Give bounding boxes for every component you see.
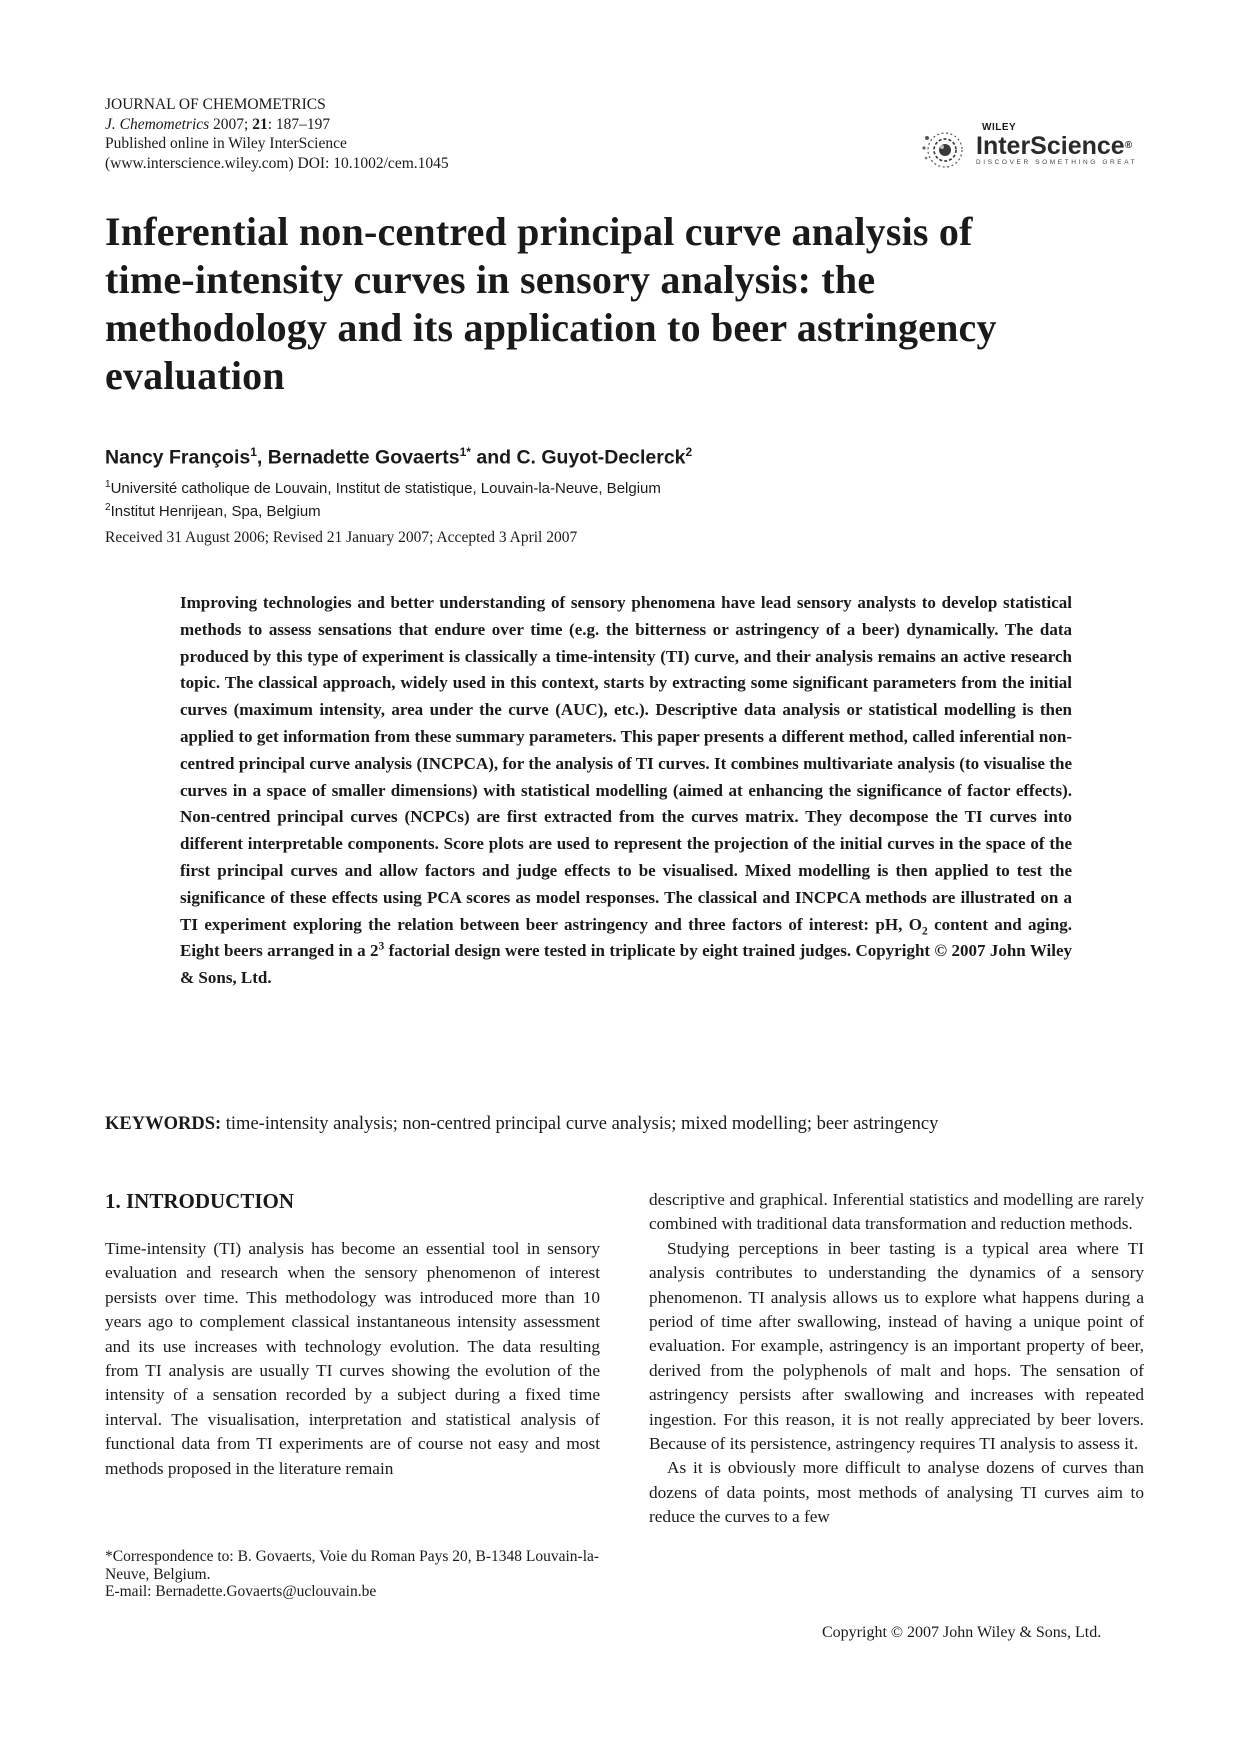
section-heading: 1. INTRODUCTION: [105, 1189, 295, 1213]
abstract-part-2: content and aging. Eight beers arranged in a 2: [180, 914, 1072, 961]
doi-line: (www.interscience.wiley.com) DOI: 10.1002/cem.1045: [105, 154, 449, 172]
abstract: [180, 590, 1072, 992]
keywords-text: time-intensity analysis; non-centred principal curve analysis; mixed modelling; beer astringency: [221, 1114, 939, 1134]
correspondence-footnote: [105, 1548, 605, 1601]
citation-year: 2007;: [209, 115, 253, 133]
author-3: C. Guyot-Declerck: [516, 446, 686, 469]
citation-line: [105, 115, 449, 135]
keywords-label: KEYWORDS:: [105, 1114, 222, 1134]
intro-left-paragraph: Time-intensity (TI) analysis has become an essential tool in sensory evaluation and research when the sensory phenomenon of interest persists over time. This methodology was introduced more than 10 years ago to complement classical instantaneous intensity assessment and its use increases with technology evolution. The data resulting from TI analysis are usually TI curves showing the evolution of the intensity of a sensation recorded by a subject during a fixed time interval. The visualisation, interpretation and statistical analysis of functional data from TI experiments are of course not easy and most methods proposed in the literature remain: [105, 1239, 600, 1478]
author-list: [105, 440, 692, 470]
logo-name-text: InterScience: [976, 132, 1125, 160]
affiliation-2: [105, 498, 661, 521]
citation-volume: 21: [252, 115, 268, 133]
author-3-sup: 2: [685, 445, 693, 459]
author-2: Bernadette Govaerts: [267, 446, 460, 469]
intro-right-paragraph-1: descriptive and graphical. Inferential statistics and modelling are rarely combined with traditional data transformation and reduction methods.: [649, 1190, 1144, 1234]
author-separator: and: [470, 446, 517, 469]
logo-wiley: WILEY: [982, 122, 1017, 133]
keywords: [105, 1112, 938, 1136]
affiliation-text: Institut Henrijean, Spa, Belgium: [110, 503, 321, 520]
affiliation-1: [105, 475, 661, 498]
abstract-part-1: Improving technologies and better understanding of sensory phenomena have lead sensory analysts to develop statistical methods to assess sensations that endure over time (e.g. the bitterness or astringency of a beer) dynamically. The data produced by this type of experiment is classically a time-intensity (TI) curve, and their analysis remains an active research topic. The classical approach, widely used in this context, starts by extracting some significant parameters from the initial curves (maximum intensity, area under the curve (AUC), etc.). Descriptive data analysis or statistical modelling is then applied to get information from these summary parameters. This paper presents a different method, called inferential non-centred principal curve analysis (INCPCA), for the analysis of TI curves. It combines multivariate analysis (to visualise the curves in a space of smaller dimensions) with statistical modelling (aimed at enhancing the significance of factor effects). Non-centred principal curves (NCPCs) are first extracted from the curves matrix. They decompose the TI curves into different interpretable components. Score plots are used to represent the projection of the initial curves in the space of the first principal curves and allow factors and judge effects to be visualised. Mixed modelling is then applied to test the significance of these effects using PCA scores as model responses. The classical and INCPCA methods are illustrated on a TI experiment exploring the relation between beer astringency and three factors of interest: pH, O: [180, 593, 1072, 934]
intro-right-paragraph-2: Studying perceptions in beer tasting is a typical area where TI analysis contributes to understanding the dynamics of a sensory phenomenon. TI analysis allows us to explore what happens during a period of time after swallowing, instead of having a unique point of evaluation. For example, astringency is an important property of beer, derived from the polyphenols of malt and hops. The sensation of astringency persists after swallowing and increases with repeated ingestion. For this reason, it is not really appreciated by beer lovers. Because of its persistence, astringency requires TI analysis to assess it.: [649, 1238, 1144, 1454]
affiliations: [105, 475, 661, 521]
factorial-superscript: 3: [378, 940, 385, 953]
affiliation-text: Université catholique de Louvain, Institut de statistique, Louvain-la-Neuve, Belgium: [110, 480, 661, 497]
wiley-interscience-logo: [918, 122, 1148, 178]
author-2-sup: 1*: [459, 445, 471, 459]
citation-pages: : 187–197: [267, 115, 331, 133]
o2-subscript: 2: [921, 924, 928, 937]
author-separator: ,: [256, 446, 268, 469]
journal-header: [105, 95, 449, 173]
author-1-sup: 1: [250, 445, 257, 459]
author-1: Nancy François: [105, 446, 251, 469]
globe-icon: [918, 124, 970, 176]
received-dates: Received 31 August 2006; Revised 21 January 2007; Accepted 3 April 2007: [105, 529, 578, 546]
journal-name: JOURNAL OF CHEMOMETRICS: [105, 96, 326, 113]
intro-right-paragraph-3: As it is obviously more difficult to analyse dozens of curves than dozens of data points, most methods of analysing TI curves aim to reduce the curves to a few: [649, 1458, 1144, 1527]
published-line: Published online in Wiley InterScience: [105, 135, 347, 152]
citation-journal: J. Chemometrics: [105, 115, 210, 133]
footnote-email: E-mail: Bernadette.Govaerts@uclouvain.be: [105, 1583, 377, 1600]
logo-registered: ®: [1124, 140, 1133, 151]
affiliation-sup: 1: [105, 479, 111, 490]
logo-tagline: DISCOVER SOMETHING GREAT: [976, 159, 1138, 166]
copyright-notice: Copyright © 2007 John Wiley & Sons, Ltd.: [822, 1624, 1102, 1641]
footnote-address: *Correspondence to: B. Govaerts, Voie du Roman Pays 20, B-1348 Louvain-la-Neuve, Belgium.: [105, 1548, 600, 1583]
abstract-part-3: factorial design were tested in triplicate by eight trained judges. Copyright © 2007 John Wiley & Sons, Ltd.: [180, 941, 1073, 988]
intro-right-column: [649, 1188, 1144, 1530]
affiliation-sup: 2: [105, 502, 111, 513]
paper-title: Inferential non-centred principal curve analysis of time-intensity curves in sensory analysis: the methodology and its application to beer astringency evaluation: [105, 209, 997, 398]
logo-name: [976, 133, 1137, 159]
logo-text: [976, 122, 1137, 166]
